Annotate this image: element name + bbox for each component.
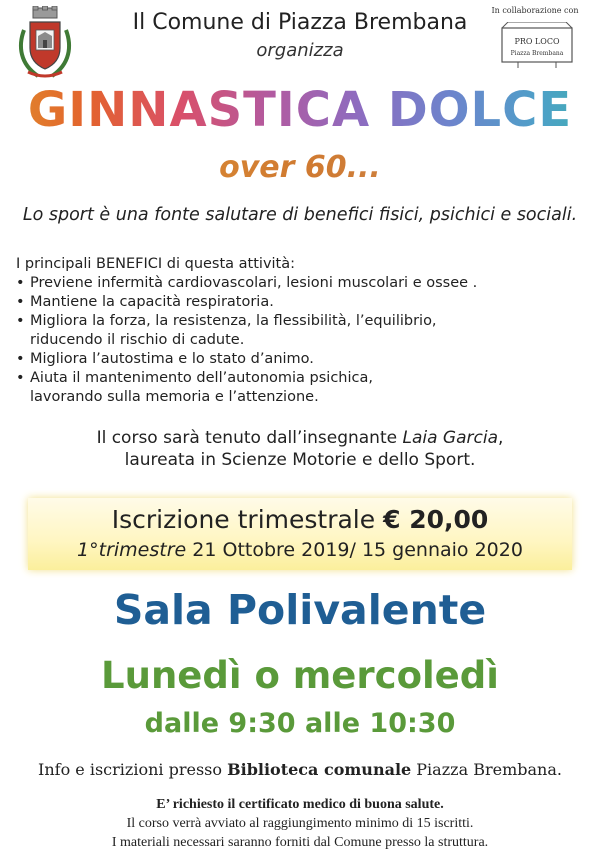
teacher-name: Laia Garcia bbox=[402, 428, 499, 448]
venue-name: Sala Polivalente bbox=[113, 586, 487, 634]
teacher-info bbox=[0, 427, 600, 471]
list-item bbox=[16, 293, 576, 312]
list-item bbox=[16, 369, 576, 407]
info-prefix: Info e iscrizioni presso bbox=[38, 760, 228, 779]
schedule-days: Lunedì o mercoledì bbox=[101, 654, 499, 697]
list-item bbox=[16, 274, 576, 293]
event-title: GINNASTICA DOLCE bbox=[0, 82, 600, 138]
benefit-text: Aiuta il mantenimento dell’autonomia psichica, bbox=[30, 370, 373, 386]
term-label: 1°trimestre bbox=[77, 539, 187, 561]
info-line bbox=[0, 760, 600, 779]
benefits-intro: I principali BENEFICI di questa attività: bbox=[16, 256, 296, 272]
price-amount: € 20,00 bbox=[383, 505, 489, 534]
teacher-degree: laureata in Scienze Motorie e dello Sport. bbox=[124, 450, 476, 470]
benefit-continuation: riducendo il rischio di cadute. bbox=[30, 332, 245, 348]
list-item bbox=[16, 350, 576, 369]
term-line bbox=[0, 539, 600, 561]
benefit-text: Migliora la forza, la resistenza, la flessibilità, l’equilibrio, bbox=[30, 313, 437, 329]
price-line bbox=[0, 505, 600, 534]
pro-loco-town: Piazza Brembana bbox=[510, 50, 564, 57]
teacher-suffix: , bbox=[498, 428, 504, 448]
info-suffix: Piazza Brembana. bbox=[411, 760, 562, 779]
price-label: Iscrizione trimestrale bbox=[111, 505, 384, 534]
header-organizes: organizza bbox=[256, 40, 344, 61]
note-minimum-enrollment: Il corso verrà avviato al raggiungimento minimo di 15 iscritti. bbox=[126, 816, 474, 831]
tagline: Lo sport è una fonte salutare di benefici fisici, psichici e sociali. bbox=[22, 205, 578, 225]
benefit-text: Mantiene la capacità respiratoria. bbox=[30, 294, 274, 310]
info-place: Biblioteca comunale bbox=[227, 760, 412, 779]
teacher-prefix: Il corso sarà tenuto dall’insegnante bbox=[96, 428, 403, 448]
benefit-text: Previene infermità cardiovascolari, lesioni muscolari e ossee . bbox=[30, 275, 478, 291]
note-medical-certificate: E’ richiesto il certificato medico di buona salute. bbox=[156, 797, 444, 812]
schedule-hours: dalle 9:30 alle 10:30 bbox=[144, 708, 456, 739]
benefit-continuation: lavorando sulla memoria e l’attenzione. bbox=[30, 389, 319, 405]
pro-loco-logo bbox=[498, 22, 576, 70]
term-dates: 21 Ottobre 2019/ 15 gennaio 2020 bbox=[186, 539, 523, 561]
pro-loco-name: PRO LOCO bbox=[514, 37, 560, 46]
event-subtitle: over 60... bbox=[0, 150, 600, 185]
note-materials: I materiali necessari saranno forniti dal Comune presso la struttura. bbox=[111, 835, 489, 850]
header-municipality: Il Comune di Piazza Brembana bbox=[132, 10, 468, 35]
benefits-list bbox=[16, 255, 576, 407]
notes bbox=[0, 795, 600, 852]
list-item bbox=[16, 312, 576, 350]
benefit-text: Migliora l’autostima e lo stato d’animo. bbox=[30, 351, 314, 367]
collaboration-label: In collaborazione con bbox=[491, 6, 579, 15]
